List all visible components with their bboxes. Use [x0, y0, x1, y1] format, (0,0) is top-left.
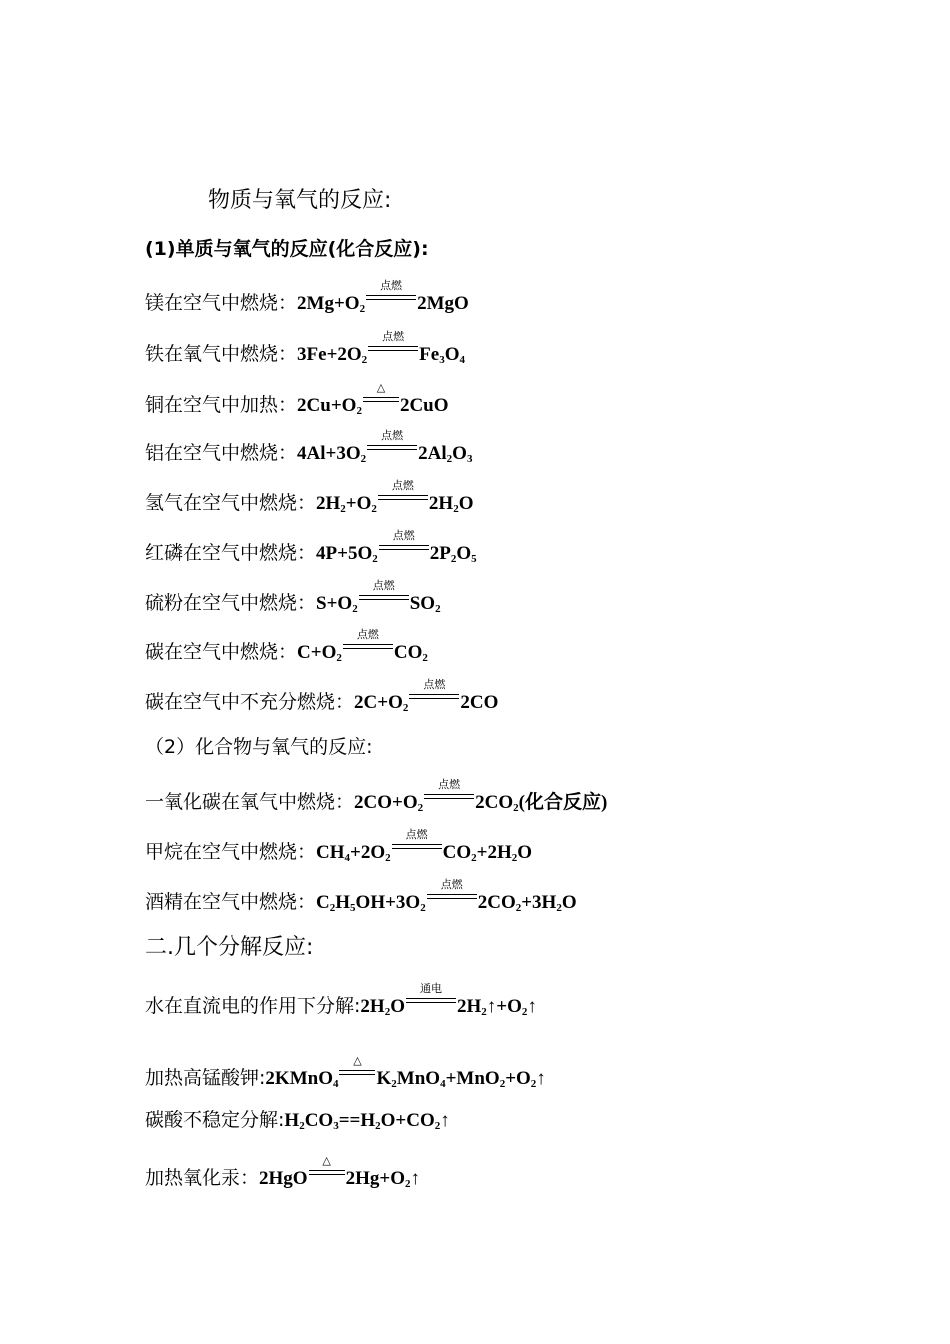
double-equals-line	[379, 545, 429, 550]
reaction-condition-sign	[366, 279, 416, 309]
products: $SO_2$	[409, 593, 441, 615]
reaction-row	[145, 982, 537, 1018]
reactants: $2CO+O_2$	[354, 792, 424, 814]
double-equals-line	[409, 694, 459, 699]
reaction-condition-sign	[367, 429, 417, 459]
double-equals-line	[424, 794, 474, 799]
section-1-heading: (1)单质与氧气的反应(化合反应):	[145, 238, 429, 260]
reaction-row	[145, 878, 577, 914]
products: $CO_2+2H_2O$	[442, 842, 533, 864]
condition-text: 点燃	[438, 778, 461, 791]
reaction-row	[145, 529, 477, 565]
reaction-label: 一氧化碳在氧气中燃烧：	[145, 791, 355, 813]
doc-title: 物质与氧气的反应:	[208, 188, 392, 213]
double-equals-line	[359, 595, 409, 600]
reaction-condition-sign	[339, 1054, 375, 1084]
double-equals-line	[427, 894, 477, 899]
reaction-condition-sign	[368, 330, 418, 360]
products: $2H_2O$	[428, 493, 474, 515]
reaction-label: 碳在空气中不充分燃烧：	[145, 691, 355, 713]
reaction-label: 铝在空气中燃烧：	[145, 442, 298, 464]
products: $2P_2O_5$	[429, 543, 477, 565]
reaction-row	[145, 381, 449, 417]
reaction-row	[145, 628, 428, 664]
products: $K_2MnO_4+MnO_2+O_2↑$	[376, 1068, 546, 1090]
reactants: $3Fe+2O_2$	[297, 344, 368, 366]
double-equals-line	[366, 295, 416, 300]
reaction-label: 水在直流电的作用下分解:	[145, 995, 361, 1017]
reactants: $CH_4+2O_2$	[316, 842, 391, 864]
reaction-row	[145, 479, 474, 515]
double-equals-line	[406, 998, 456, 1003]
reaction-condition-sign	[427, 878, 477, 908]
condition-text: 点燃	[380, 279, 403, 292]
double-equals-line	[363, 397, 399, 402]
reaction-label: 红磷在空气中燃烧：	[145, 542, 317, 564]
reaction-label: 铜在空气中加热：	[145, 394, 298, 416]
condition-text: 点燃	[381, 429, 404, 442]
products: $2Al_2O_3$	[418, 443, 473, 465]
reaction-row	[145, 1054, 546, 1090]
reaction-row	[145, 279, 469, 315]
products: 2MgO	[417, 293, 469, 314]
reaction-label: 加热高锰酸钾:	[145, 1067, 266, 1089]
reactants: $2Cu+O_2$	[297, 395, 362, 417]
reaction-label: 氢气在空气中燃烧：	[145, 492, 317, 514]
reaction-condition-sign	[392, 828, 442, 858]
products: $2CO_2$(化合反应)	[475, 792, 608, 814]
products: $CO_2$	[393, 642, 428, 664]
double-equals-line	[309, 1170, 345, 1175]
reactants: $C+O_2$	[297, 642, 342, 664]
condition-text: 点燃	[423, 678, 446, 691]
reaction-row	[145, 1154, 420, 1190]
products: 2CuO	[399, 395, 449, 416]
reaction-row	[145, 429, 473, 465]
reactants: $4Al+3O_2$	[297, 443, 367, 465]
reactants: 2HgO	[259, 1168, 308, 1189]
reaction-condition-sign	[424, 778, 474, 808]
reactants: $H_2CO_3==H_2O+CO_2↑$	[284, 1110, 450, 1132]
double-equals-line	[343, 644, 393, 649]
section-3-heading: 二.几个分解反应:	[145, 935, 314, 960]
reactants: $2H_2+O_2$	[316, 493, 377, 515]
products: $Fe_3O_4$	[419, 344, 465, 366]
reactants: 2KMnO$_4$	[265, 1068, 339, 1090]
reaction-condition-sign	[379, 529, 429, 559]
reaction-row	[145, 778, 608, 814]
reaction-label: 酒精在空气中燃烧：	[145, 891, 317, 913]
products: $2Hg+O_2↑$	[345, 1168, 420, 1190]
reaction-row	[145, 828, 533, 864]
reaction-label: 碳酸不稳定分解:	[145, 1109, 285, 1131]
reaction-label: 碳在空气中燃烧：	[145, 641, 298, 663]
reactants: $2C+O_2$	[354, 692, 409, 714]
condition-text: 点燃	[382, 330, 405, 343]
reaction-label: 铁在氧气中燃烧：	[145, 343, 298, 365]
reaction-row	[145, 1111, 450, 1130]
condition-text: 点燃	[405, 828, 428, 841]
reactants: $2H_2O$	[360, 996, 405, 1018]
condition-text: △	[376, 381, 386, 394]
reaction-label: 加热氧化汞：	[145, 1167, 260, 1189]
double-equals-line	[368, 346, 418, 351]
reaction-condition-sign	[343, 628, 393, 658]
reaction-row	[145, 579, 441, 615]
products: $2CO_2+3H_2O$	[477, 892, 577, 914]
reaction-label: 镁在空气中燃烧：	[145, 292, 298, 314]
reaction-row	[145, 678, 499, 714]
condition-text: 点燃	[372, 579, 395, 592]
condition-text: 点燃	[356, 628, 379, 641]
condition-text: 通电	[419, 982, 442, 995]
double-equals-line	[367, 445, 417, 450]
reaction-condition-sign	[378, 479, 428, 509]
reaction-label: 硫粉在空气中燃烧：	[145, 592, 317, 614]
reaction-condition-sign	[363, 381, 399, 411]
reactants: $2Mg+O_2$	[297, 293, 366, 315]
condition-text: 点燃	[440, 878, 463, 891]
double-equals-line	[392, 844, 442, 849]
condition-text: △	[322, 1154, 331, 1167]
products: 2CO	[460, 692, 499, 713]
double-equals-line	[339, 1070, 375, 1075]
double-equals-line	[378, 495, 428, 500]
section-2-heading: （2）化合物与氧气的反应:	[145, 736, 373, 758]
products: $2H_2↑+O_2↑$	[456, 996, 537, 1018]
reaction-condition-sign	[359, 579, 409, 609]
reactants: $S+O_2$	[316, 593, 358, 615]
reaction-row	[145, 330, 465, 366]
condition-text: 点燃	[391, 479, 414, 492]
reaction-label: 甲烷在空气中燃烧：	[145, 841, 317, 863]
reactants: $4P+5O_2$	[316, 543, 378, 565]
condition-text: △	[353, 1054, 362, 1067]
condition-text: 点燃	[392, 529, 415, 542]
reactants: $C_2H_5OH+3O_2$	[316, 892, 426, 914]
reaction-condition-sign	[309, 1154, 345, 1184]
reaction-condition-sign	[406, 982, 456, 1012]
reaction-condition-sign	[409, 678, 459, 708]
